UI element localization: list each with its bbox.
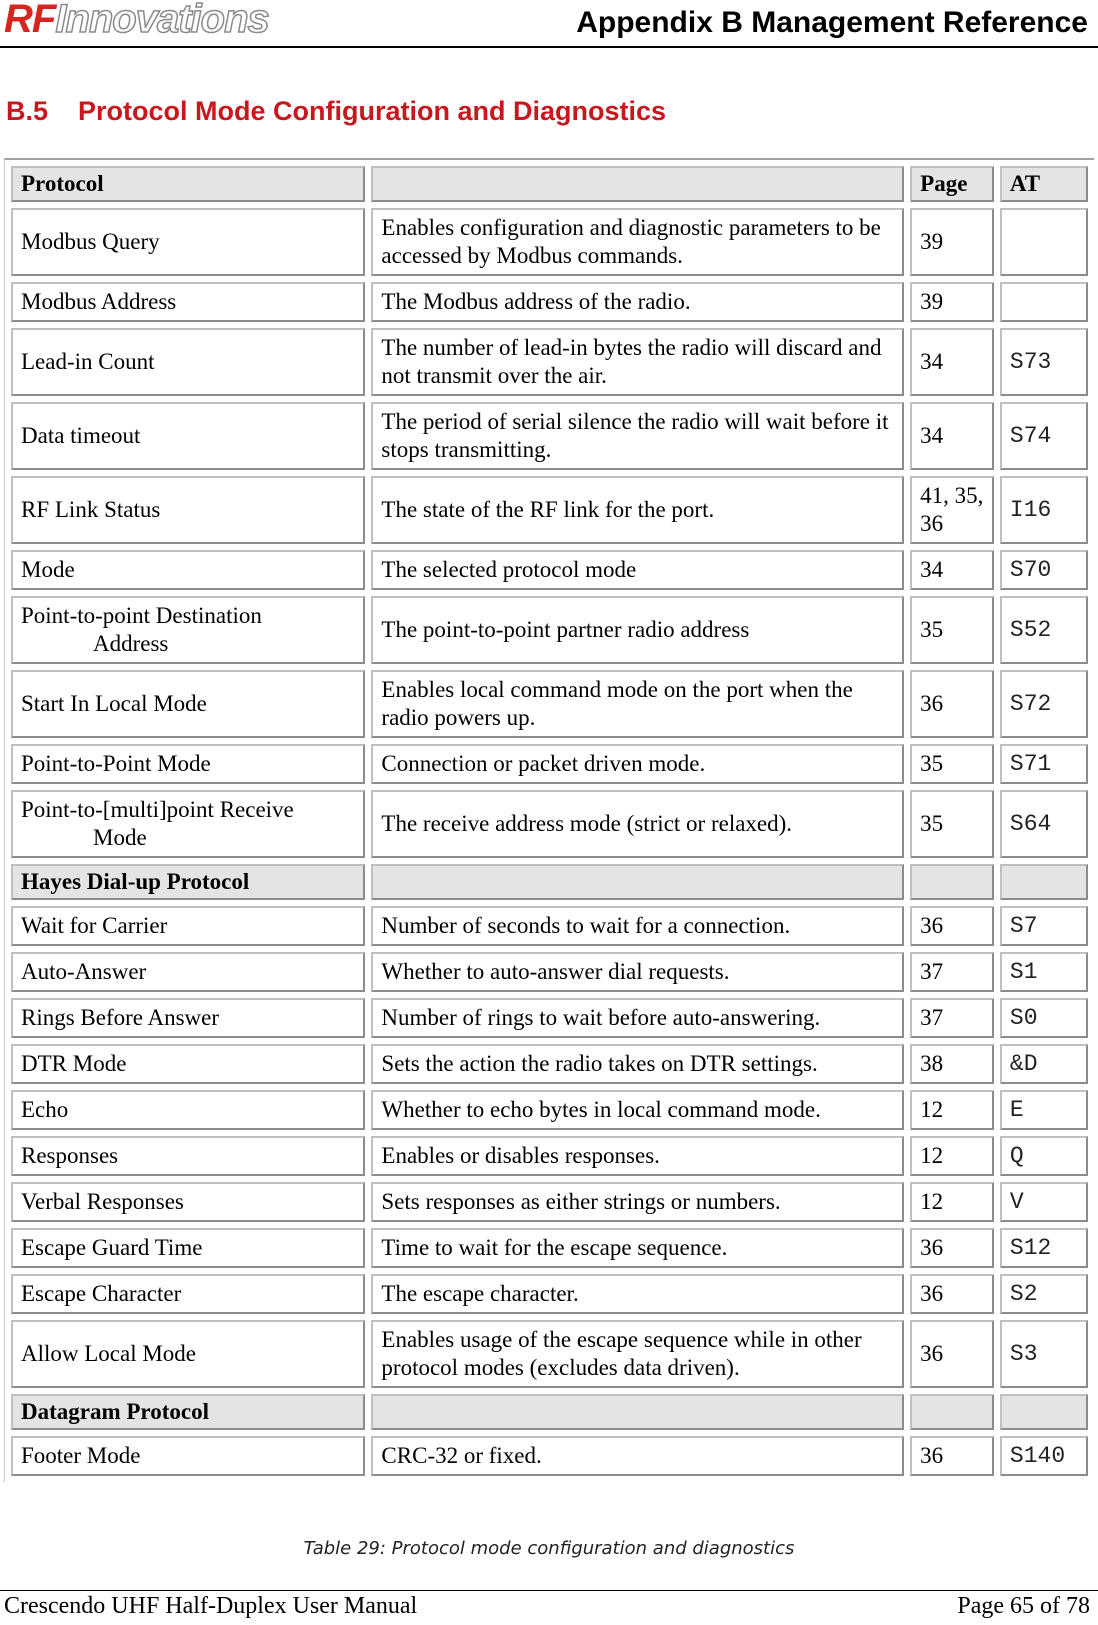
group-cell-empty	[1000, 864, 1088, 900]
footer-page-number: Page 65 of 78	[957, 1593, 1090, 1619]
table-row	[11, 1136, 1088, 1176]
table-row	[11, 208, 1088, 276]
param-at-command: S7	[1000, 906, 1088, 946]
table-row	[11, 1090, 1088, 1130]
table-row	[11, 1182, 1088, 1222]
param-page: 41, 35, 36	[910, 476, 994, 544]
param-at-command: V	[1000, 1182, 1088, 1222]
param-page: 12	[910, 1090, 994, 1130]
table-row	[11, 402, 1088, 470]
table-row	[11, 1320, 1088, 1388]
param-name-line2: Mode	[93, 825, 147, 850]
section-number: B.5	[6, 96, 49, 126]
param-name: Modbus Query	[11, 208, 365, 276]
param-at-command: S70	[1000, 550, 1088, 590]
param-page: 36	[910, 1228, 994, 1268]
param-description: Enables usage of the escape sequence while in other protocol modes (excludes data driven).	[371, 1320, 904, 1388]
param-at-command: S1	[1000, 952, 1088, 992]
header-title: Appendix B Management Reference	[576, 6, 1088, 39]
param-page: 36	[910, 670, 994, 738]
param-name: Responses	[11, 1136, 365, 1176]
param-name: Escape Guard Time	[11, 1228, 365, 1268]
param-at-command	[1000, 208, 1088, 276]
group-header-datagram	[11, 1394, 1088, 1430]
param-page: 34	[910, 550, 994, 590]
group-cell-empty	[910, 864, 994, 900]
group-title: Datagram Protocol	[11, 1394, 365, 1430]
param-page: 12	[910, 1182, 994, 1222]
section-heading	[6, 90, 666, 132]
param-description: The selected protocol mode	[371, 550, 904, 590]
param-page: 37	[910, 998, 994, 1038]
group-title: Hayes Dial-up Protocol	[11, 864, 365, 900]
table-row	[11, 596, 1088, 664]
param-at-command: S3	[1000, 1320, 1088, 1388]
param-name: Wait for Carrier	[11, 906, 365, 946]
param-name: Footer Mode	[11, 1436, 365, 1476]
group-cell-empty	[371, 1394, 904, 1430]
param-description: CRC-32 or fixed.	[371, 1436, 904, 1476]
param-description: Whether to auto-answer dial requests.	[371, 952, 904, 992]
param-at-command: S72	[1000, 670, 1088, 738]
param-description: Whether to echo bytes in local command mode.	[371, 1090, 904, 1130]
param-name: DTR Mode	[11, 1044, 365, 1084]
param-description: The state of the RF link for the port.	[371, 476, 904, 544]
group-header-hayes	[11, 864, 1088, 900]
table-row	[11, 744, 1088, 784]
page-footer	[0, 1590, 1098, 1625]
param-at-command	[1000, 282, 1088, 322]
table-row	[11, 1436, 1088, 1476]
param-page: 35	[910, 744, 994, 784]
header-protocol: Protocol	[11, 166, 365, 202]
table-row	[11, 906, 1088, 946]
param-name-line2: Address	[93, 631, 169, 656]
param-at-command: S0	[1000, 998, 1088, 1038]
group-cell-empty	[371, 864, 904, 900]
section-title: Protocol Mode Configuration and Diagnostics	[78, 96, 667, 126]
param-page: 34	[910, 328, 994, 396]
param-name: Verbal Responses	[11, 1182, 365, 1222]
table-row	[11, 328, 1088, 396]
param-description: The point-to-point partner radio address	[371, 596, 904, 664]
param-name: RF Link Status	[11, 476, 365, 544]
param-page: 38	[910, 1044, 994, 1084]
param-page: 35	[910, 596, 994, 664]
param-description: Enables or disables responses.	[371, 1136, 904, 1176]
table-row	[11, 1044, 1088, 1084]
param-at-command: E	[1000, 1090, 1088, 1130]
param-name-line1: Point-to-point Destination	[21, 603, 262, 628]
param-page: 36	[910, 1436, 994, 1476]
param-description: Enables configuration and diagnostic parameters to be accessed by Modbus commands.	[371, 208, 904, 276]
param-description: Sets responses as either strings or numbers.	[371, 1182, 904, 1222]
param-at-command: I16	[1000, 476, 1088, 544]
param-at-command: S74	[1000, 402, 1088, 470]
param-name: Echo	[11, 1090, 365, 1130]
param-page: 34	[910, 402, 994, 470]
param-name: Start In Local Mode	[11, 670, 365, 738]
param-page: 37	[910, 952, 994, 992]
param-page: 12	[910, 1136, 994, 1176]
table-row	[11, 476, 1088, 544]
table-header-row	[11, 166, 1088, 202]
param-description: The Modbus address of the radio.	[371, 282, 904, 322]
param-page: 36	[910, 906, 994, 946]
table-row	[11, 952, 1088, 992]
table-row	[11, 1228, 1088, 1268]
param-description: Number of seconds to wait for a connection.	[371, 906, 904, 946]
param-name: Point-to-Point Mode	[11, 744, 365, 784]
param-name: Mode	[11, 550, 365, 590]
param-description: Sets the action the radio takes on DTR settings.	[371, 1044, 904, 1084]
param-name: Data timeout	[11, 402, 365, 470]
table-row	[11, 1274, 1088, 1314]
param-at-command: S64	[1000, 790, 1088, 858]
param-at-command: S71	[1000, 744, 1088, 784]
param-name: Auto-Answer	[11, 952, 365, 992]
param-page: 39	[910, 208, 994, 276]
param-description: Connection or packet driven mode.	[371, 744, 904, 784]
param-description: The period of serial silence the radio will wait before it stops transmitting.	[371, 402, 904, 470]
param-at-command: Q	[1000, 1136, 1088, 1176]
param-name	[11, 596, 365, 664]
param-at-command: S12	[1000, 1228, 1088, 1268]
param-page: 39	[910, 282, 994, 322]
param-name: Modbus Address	[11, 282, 365, 322]
protocol-table	[4, 158, 1094, 1482]
param-description: The receive address mode (strict or relaxed).	[371, 790, 904, 858]
param-name-line1: Point-to-[multi]point Receive	[21, 797, 294, 822]
param-at-command: &D	[1000, 1044, 1088, 1084]
param-description: Enables local command mode on the port when the radio powers up.	[371, 670, 904, 738]
param-name: Escape Character	[11, 1274, 365, 1314]
header-description	[371, 166, 904, 202]
table-row	[11, 998, 1088, 1038]
table-row	[11, 670, 1088, 738]
table-row	[11, 550, 1088, 590]
param-page: 35	[910, 790, 994, 858]
group-cell-empty	[910, 1394, 994, 1430]
table-row	[11, 282, 1088, 322]
param-description: The escape character.	[371, 1274, 904, 1314]
header-page: Page	[910, 166, 994, 202]
param-page: 36	[910, 1320, 994, 1388]
param-name: Rings Before Answer	[11, 998, 365, 1038]
table-row	[11, 790, 1088, 858]
table-caption: Table 29: Protocol mode configuration and diagnostics	[303, 1538, 795, 1559]
param-at-command: S2	[1000, 1274, 1088, 1314]
param-at-command: S73	[1000, 328, 1088, 396]
param-name: Lead-in Count	[11, 328, 365, 396]
page-header	[0, 0, 1098, 48]
param-page: 36	[910, 1274, 994, 1314]
group-cell-empty	[1000, 1394, 1088, 1430]
rf-innovations-logo: RFInnovations	[4, 0, 269, 41]
param-description: The number of lead-in bytes the radio will discard and not transmit over the air.	[371, 328, 904, 396]
footer-manual-title: Crescendo UHF Half-Duplex User Manual	[4, 1593, 418, 1619]
param-description: Time to wait for the escape sequence.	[371, 1228, 904, 1268]
param-description: Number of rings to wait before auto-answering.	[371, 998, 904, 1038]
param-name	[11, 790, 365, 858]
param-at-command: S140	[1000, 1436, 1088, 1476]
param-at-command: S52	[1000, 596, 1088, 664]
header-at: AT	[1000, 166, 1088, 202]
param-name: Allow Local Mode	[11, 1320, 365, 1388]
